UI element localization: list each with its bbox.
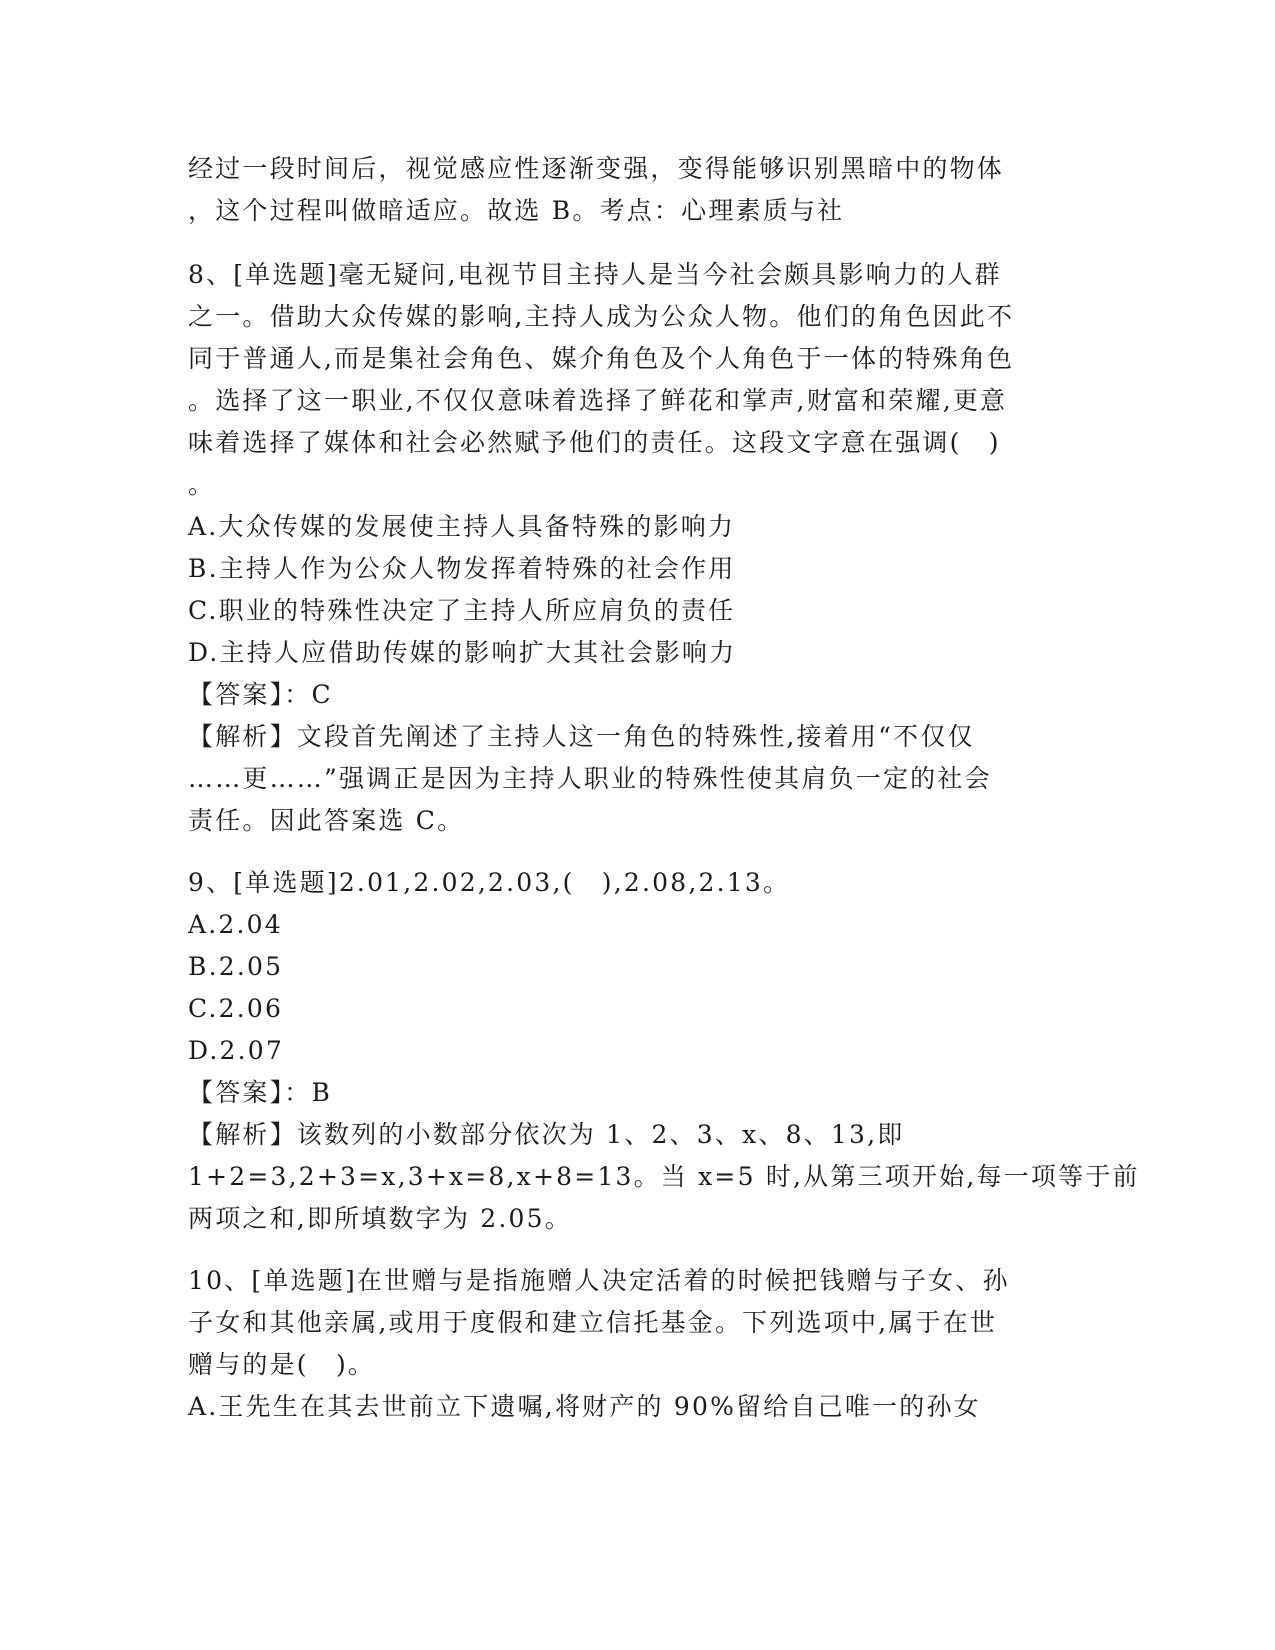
analysis-line: 两项之和,即所填数字为 2.05。: [188, 1204, 572, 1233]
question-stem-line: 子女和其他亲属,或用于度假和建立信托基金。下列选项中,属于在世: [188, 1308, 998, 1337]
answer-line: 【答案】：B: [188, 1078, 333, 1107]
text-line: 经过一段时间后，视觉感应性逐渐变强，变得能够识别黑暗中的物体: [188, 154, 1005, 183]
question-stem-line: 。选择了这一职业,不仅仅意味着选择了鲜花和掌声,财富和荣耀,更意: [188, 386, 1008, 415]
option-d: D.主持人应借助传媒的影响扩大其社会影响力: [188, 638, 737, 667]
option-d: D.2.07: [188, 1036, 284, 1065]
question-stem-line: 8、[单选题]毫无疑问,电视节目主持人是当今社会颇具影响力的人群: [188, 260, 1002, 289]
previous-question-analysis-tail: [188, 148, 1078, 232]
analysis-line: 【解析】该数列的小数部分依次为 1、2、3、x、8、13,即: [188, 1120, 905, 1149]
analysis-line: ……更……”强调正是因为主持人职业的特殊性使其肩负一定的社会: [188, 764, 992, 793]
analysis-line: 【解析】文段首先阐述了主持人这一角色的特殊性,接着用“不仅仅: [188, 722, 975, 751]
option-a: A.王先生在其去世前立下遗嘱,将财产的 90%留给自己唯一的孙女: [188, 1392, 981, 1421]
question-9: [188, 862, 1140, 1240]
question-stem-line: 赠与的是( )。: [188, 1350, 376, 1379]
question-stem-line: 同于普通人,而是集社会角色、媒介角色及个人角色于一体的特殊角色: [188, 344, 1015, 373]
option-a: A.大众传媒的发展使主持人具备特殊的影响力: [188, 512, 736, 541]
question-stem-line: 之一。借助大众传媒的影响,主持人成为公众人物。他们的角色因此不: [188, 302, 1015, 331]
question-stem-line: 10、[单选题]在世赠与是指施赠人决定活着的时候把钱赠与子女、孙: [188, 1266, 1010, 1295]
answer-line: 【答案】：C: [188, 680, 333, 709]
option-b: B.2.05: [188, 952, 284, 981]
option-c: C.职业的特殊性决定了主持人所应肩负的责任: [188, 596, 736, 625]
analysis-line: 1+2=3,2+3=x,3+x=8,x+8=13。当 x=5 时,从第三项开始,每一项等于前: [188, 1162, 1140, 1191]
option-b: B.主持人作为公众人物发挥着特殊的社会作用: [188, 554, 736, 583]
question-8: [188, 254, 1078, 842]
question-stem-line: 。: [188, 470, 216, 499]
option-c: C.2.06: [188, 994, 284, 1023]
question-stem-line: 味着选择了媒体和社会必然赋予他们的责任。这段文字意在强调( ): [188, 428, 1001, 457]
question-stem-line: 9、[单选题]2.01,2.02,2.03,( ),2.08,2.13。: [188, 868, 791, 897]
question-10: [188, 1260, 1078, 1428]
analysis-line: 责任。因此答案选 C。: [188, 806, 465, 835]
document-page: [188, 148, 1140, 1428]
text-line: ，这个过程叫做暗适应。故选 B。考点：心理素质与社: [188, 196, 845, 225]
option-a: A.2.04: [188, 910, 283, 939]
